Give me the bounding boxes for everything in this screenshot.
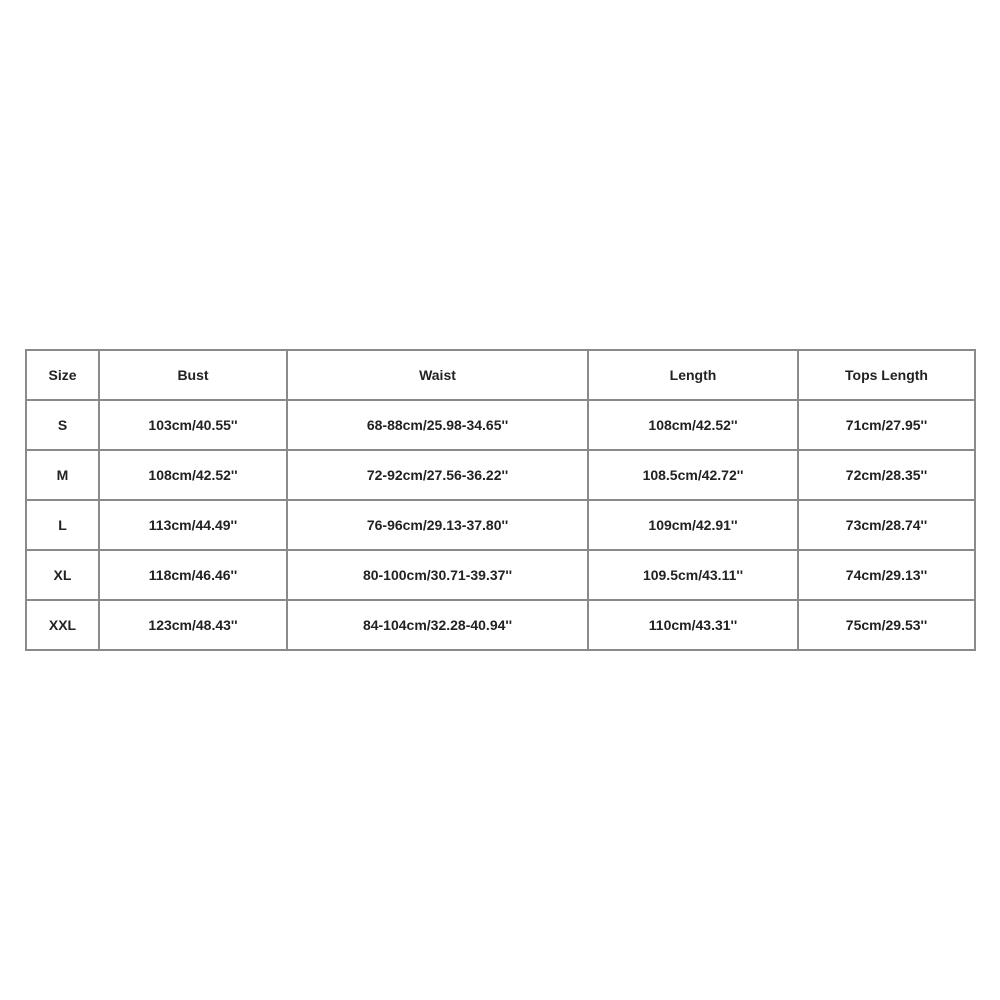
cell-waist: 80-100cm/30.71-39.37'' xyxy=(287,550,588,600)
cell-size: S xyxy=(26,400,99,450)
header-bust: Bust xyxy=(99,350,287,400)
cell-size: XL xyxy=(26,550,99,600)
cell-length: 109.5cm/43.11'' xyxy=(588,550,798,600)
table-header-row xyxy=(26,350,975,400)
table-row xyxy=(26,500,975,550)
table-row xyxy=(26,600,975,650)
header-tops-length: Tops Length xyxy=(798,350,975,400)
cell-length: 109cm/42.91'' xyxy=(588,500,798,550)
table-row xyxy=(26,550,975,600)
table-row xyxy=(26,400,975,450)
header-waist: Waist xyxy=(287,350,588,400)
cell-bust: 118cm/46.46'' xyxy=(99,550,287,600)
cell-tops-length: 72cm/28.35'' xyxy=(798,450,975,500)
cell-tops-length: 71cm/27.95'' xyxy=(798,400,975,450)
cell-length: 110cm/43.31'' xyxy=(588,600,798,650)
cell-bust: 113cm/44.49'' xyxy=(99,500,287,550)
cell-waist: 76-96cm/29.13-37.80'' xyxy=(287,500,588,550)
cell-bust: 108cm/42.52'' xyxy=(99,450,287,500)
cell-tops-length: 73cm/28.74'' xyxy=(798,500,975,550)
cell-waist: 84-104cm/32.28-40.94'' xyxy=(287,600,588,650)
size-chart-table xyxy=(25,349,976,651)
header-size: Size xyxy=(26,350,99,400)
cell-waist: 68-88cm/25.98-34.65'' xyxy=(287,400,588,450)
cell-size: M xyxy=(26,450,99,500)
cell-length: 108cm/42.52'' xyxy=(588,400,798,450)
cell-size: L xyxy=(26,500,99,550)
cell-bust: 123cm/48.43'' xyxy=(99,600,287,650)
cell-bust: 103cm/40.55'' xyxy=(99,400,287,450)
cell-waist: 72-92cm/27.56-36.22'' xyxy=(287,450,588,500)
cell-length: 108.5cm/42.72'' xyxy=(588,450,798,500)
cell-size: XXL xyxy=(26,600,99,650)
cell-tops-length: 74cm/29.13'' xyxy=(798,550,975,600)
table-row xyxy=(26,450,975,500)
cell-tops-length: 75cm/29.53'' xyxy=(798,600,975,650)
header-length: Length xyxy=(588,350,798,400)
